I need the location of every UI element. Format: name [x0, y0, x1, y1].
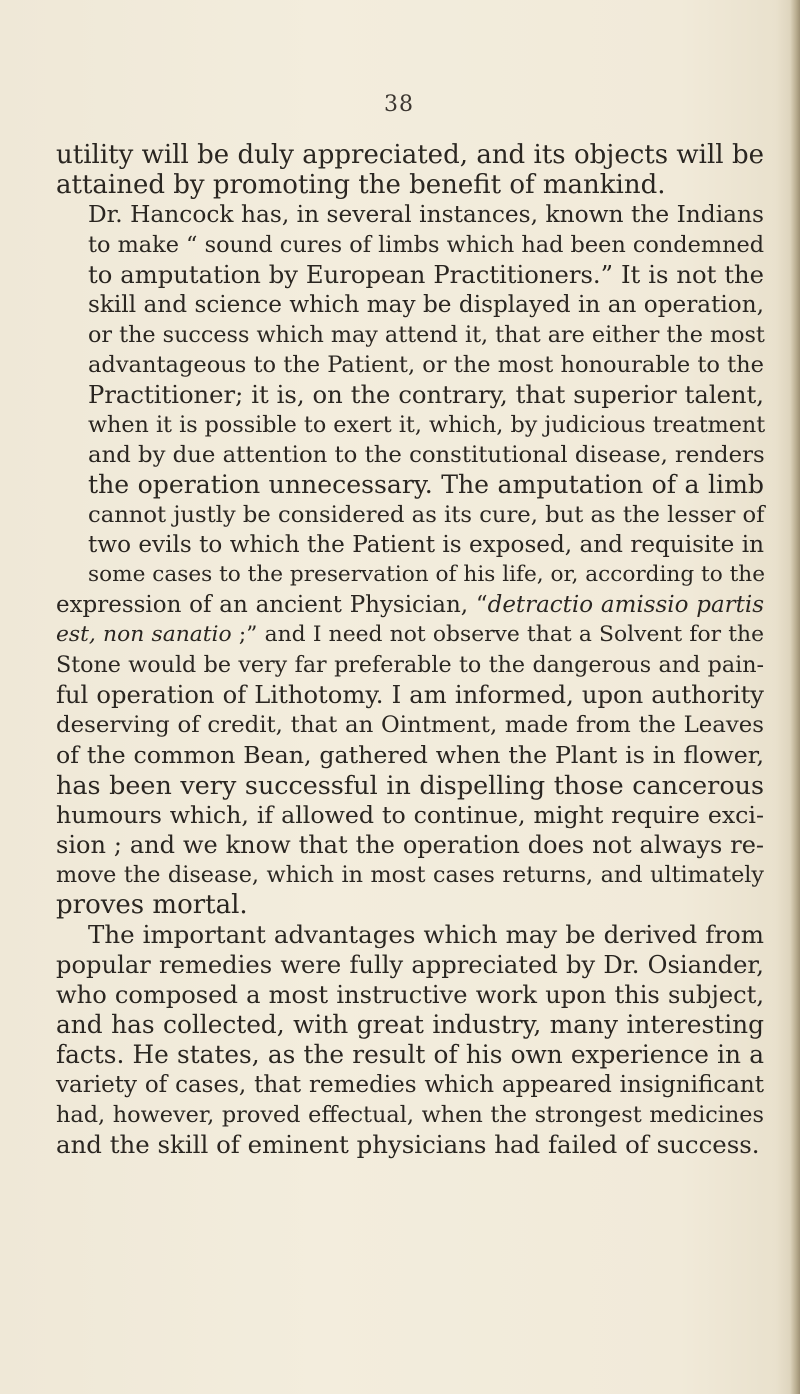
- page-edge-shadow: [790, 0, 800, 1394]
- text-line: deserving of credit, that an Ointment, made from the Leaves: [56, 712, 764, 738]
- text-line: The important advantages which may be derived from: [88, 920, 764, 949]
- text-line: utility will be duly appreciated, and its objects will be: [56, 140, 764, 170]
- text-line: Practitioner; it is, on the contrary, that superior talent,: [88, 380, 764, 409]
- text-line: popular remedies were fully appreciated by Dr. Osiander,: [56, 951, 764, 979]
- text-line: had, however, proved effectual, when the strongest medicines: [56, 1102, 764, 1128]
- text-line: Dr. Hancock has, in several instances, known the Indians: [88, 201, 764, 228]
- text-line-with-italic: [56, 620, 764, 650]
- text-line: proves mortal.: [56, 890, 248, 920]
- text-line: to amputation by European Practitioners.” It is not the: [88, 260, 764, 289]
- paragraph-2: [56, 200, 764, 920]
- text-line: to make “ sound cures of limbs which had been condemned: [88, 232, 765, 258]
- text-line: skill and science which may be displayed in an operation,: [88, 292, 764, 318]
- text-run: ;” and I need not observe that a Solvent for the: [231, 622, 764, 647]
- text-line: advantageous to the Patient, or the most honourable to the: [88, 352, 764, 378]
- text-line: Stone would be very far preferable to the dangerous and pain-: [56, 652, 764, 678]
- text-line: and the skill of eminent physicians had failed of success.: [56, 1130, 760, 1159]
- text-run: expression of an ancient Physician, “: [56, 592, 488, 618]
- body-text: [56, 140, 764, 1160]
- text-line: some cases to the preservation of his life, or, according to the: [88, 562, 765, 587]
- text-line: the operation unnecessary. The amputation of a limb: [88, 470, 764, 499]
- text-line: of the common Bean, gathered when the Plant is in flower,: [56, 741, 764, 769]
- text-line: has been very successful in dispelling those cancerous: [56, 770, 764, 800]
- text-line: cannot justly be considered as its cure, but as the lesser of: [88, 502, 765, 528]
- text-line: or the success which may attend it, that are either the most: [88, 322, 765, 348]
- text-line: and has collected, with great industry, many interesting: [56, 1010, 764, 1039]
- latin-quote: est, non sanatio: [56, 622, 232, 647]
- text-line: humours which, if allowed to continue, might require exci-: [56, 801, 764, 829]
- text-line-with-italic: [56, 590, 764, 620]
- text-line: ful operation of Lithotomy. I am informed, upon authority: [56, 681, 764, 709]
- text-line: when it is possible to exert it, which, by judicious treatment: [88, 412, 766, 438]
- text-line: variety of cases, that remedies which appeared insignificant: [56, 1072, 764, 1098]
- text-line: two evils to which the Patient is exposed, and requisite in: [88, 532, 764, 558]
- paragraph-1: [56, 140, 764, 200]
- text-line: who composed a most instructive work upon this subject,: [56, 981, 764, 1009]
- text-line: and by due attention to the constitutional disease, renders: [88, 442, 765, 468]
- text-line: move the disease, which in most cases returns, and ultimately: [56, 862, 764, 888]
- paragraph-3: [56, 920, 764, 1160]
- text-line: sion ; and we know that the operation does not always re-: [56, 831, 764, 859]
- text-line: facts. He states, as the result of his own experience in a: [56, 1040, 764, 1069]
- page-number: 38: [384, 92, 414, 117]
- latin-quote: detractio amissio partis: [487, 592, 764, 618]
- text-line: attained by promoting the benefit of mankind.: [56, 170, 666, 200]
